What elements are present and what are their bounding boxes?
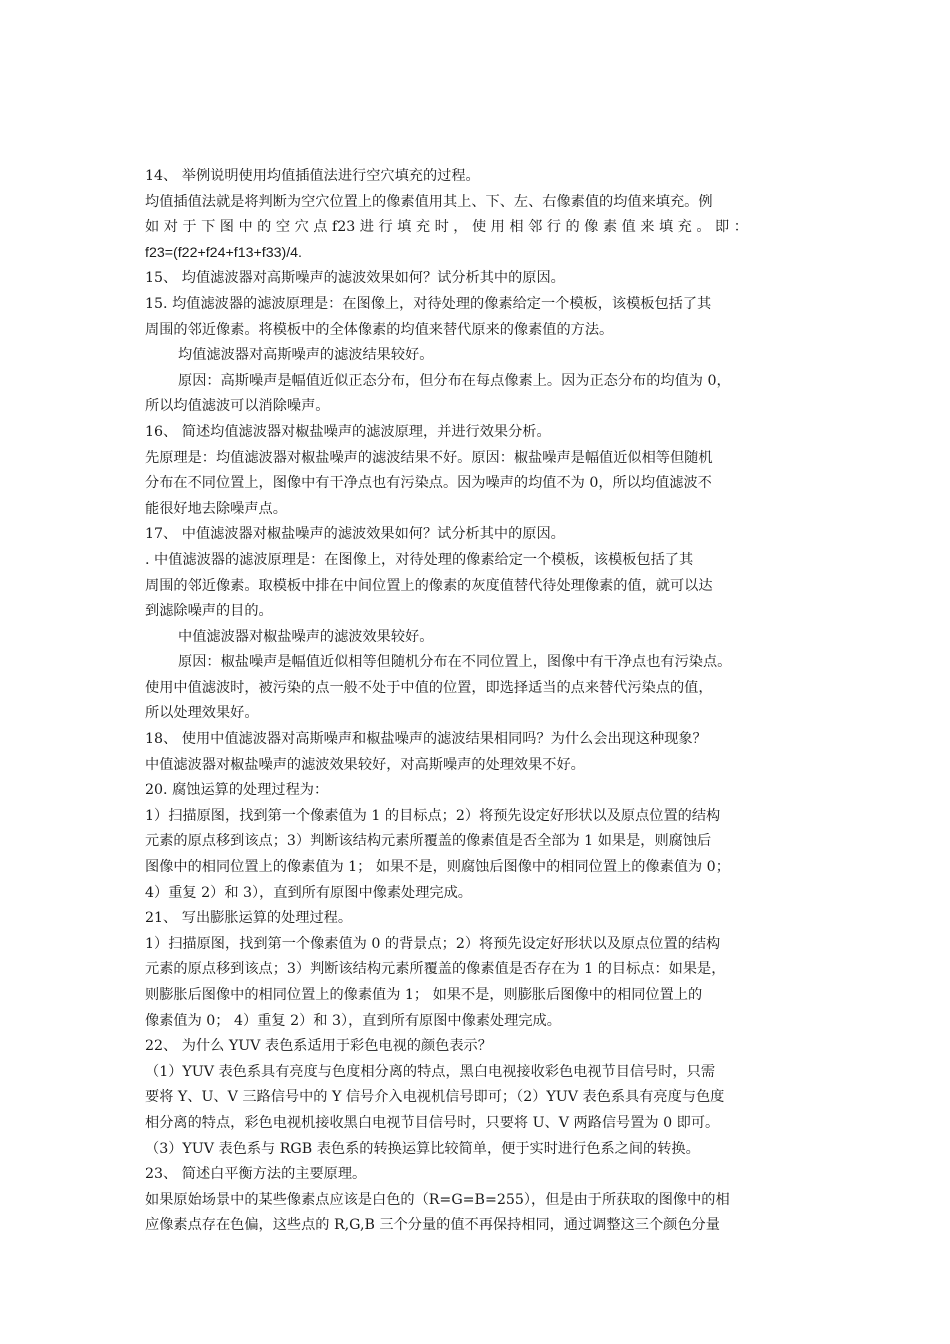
text-line: 15. 均值滤波器的滤波原理是：在图像上，对待处理的像素给定一个模板，该模板包括了其: [145, 295, 712, 312]
text-line: 21、 写出膨胀运算的处理过程。: [145, 910, 353, 927]
text-line: 1）扫描原图，找到第一个像素值为 1 的目标点；2）将预先设定好形状以及原点位置的结构: [145, 807, 721, 824]
text-line: 1）扫描原图，找到第一个像素值为 0 的背景点；2）将预先设定好形状以及原点位置的结构: [145, 935, 721, 952]
text-line: 能很好地去除噪声点。: [145, 500, 287, 517]
text-line: 14、 举例说明使用均值插值法进行空穴填充的过程。: [145, 168, 480, 184]
text-line: 均值插值法就是将判断为空穴位置上的像素值用其上、下、左、右像素值的均值来填充。例: [145, 193, 713, 210]
text-line: 20. 腐蚀运算的处理过程为：: [145, 782, 329, 799]
text-line: 分布在不同位置上，图像中有干净点也有污染点。因为噪声的均值不为 0，所以均值滤波不: [145, 475, 712, 492]
text-line: 均值滤波器对高斯噪声的滤波结果较好。: [178, 347, 434, 364]
text-line: 中值滤波器对椒盐噪声的滤波效果较好，对高斯噪声的处理效果不好。: [145, 756, 585, 773]
text-line: （3）YUV 表色系与 RGB 表色系的转换运算比较简单，便于实时进行色系之间的转换。: [145, 1140, 700, 1157]
text-line: 17、 中值滤波器对椒盐噪声的滤波效果如何？试分析其中的原因。: [145, 526, 565, 543]
text-line: 所以处理效果好。: [145, 705, 259, 722]
text-line: 应像素点存在色偏，这些点的 R,G,B 三个分量的值不再保持相同，通过调整这三个颜色分量: [145, 1217, 720, 1234]
text-line: 使用中值滤波时，被污染的点一般不处于中值的位置，即选择适当的点来替代污染点的值，: [145, 679, 713, 696]
text-line: 如 对 于 下 图 中 的 空 穴 点 f23 进 行 填 充 时 ， 使 用 相 邻 行 的 像 素 值 来 填 充 。 即 ：: [145, 219, 748, 236]
text-line: 如果原始场景中的某些像素点应该是白色的（R=G=B=255），但是由于所获取的图像中的相: [145, 1191, 730, 1208]
text-line: 先原理是：均值滤波器对椒盐噪声的滤波结果不好。原因：椒盐噪声是幅值近似相等但随机: [145, 449, 713, 466]
text-line: （1）YUV 表色系具有亮度与色度相分离的特点，黑白电视接收彩色电视节目信号时，只需: [145, 1063, 716, 1080]
text-line: . 中值滤波器的滤波原理是：在图像上，对待处理的像素给定一个模板，该模板包括了其: [145, 551, 694, 568]
text-line: 所以均值滤波可以消除噪声。: [145, 398, 330, 415]
text-line: f23=(f22+f24+f13+f33)/4.: [145, 244, 302, 261]
text-line: 元素的原点移到该点；3）判断该结构元素所覆盖的像素值是否全部为 1 如果是，则腐蚀后: [145, 833, 712, 850]
text-line: 到滤除噪声的目的。: [145, 603, 273, 620]
text-line: 15、 均值滤波器对高斯噪声的滤波效果如何？试分析其中的原因。: [145, 270, 565, 287]
text-line: 中值滤波器对椒盐噪声的滤波效果较好。: [178, 628, 434, 645]
text-line: 图像中的相同位置上的像素值为 1； 如果不是，则腐蚀后图像中的相同位置上的像素值为 0；: [145, 859, 730, 876]
text-line: 原因：高斯噪声是幅值近似正态分布，但分布在每点像素上。因为正态分布的均值为 0，: [178, 372, 731, 389]
text-line: 则膨胀后图像中的相同位置上的像素值为 1； 如果不是，则膨胀后图像中的相同位置上的: [145, 987, 703, 1003]
text-line: 16、 简述均值滤波器对椒盐噪声的滤波原理，并进行效果分析。: [145, 423, 551, 440]
document-body: [145, 164, 810, 1239]
text-line: 23、 简述白平衡方法的主要原理。: [145, 1166, 367, 1183]
text-line: 18、 使用中值滤波器对高斯噪声和椒盐噪声的滤波结果相同吗？为什么会出现这种现象？: [145, 731, 707, 748]
text-line: 元素的原点移到该点；3）判断该结构元素所覆盖的像素值是否存在为 1 的目标点：如果是，: [145, 961, 726, 978]
text-line: 相分离的特点，彩色电视机接收黑白电视节目信号时，只要将 U、V 两路信号置为 0 即可。: [145, 1114, 720, 1131]
text-line: 原因：椒盐噪声是幅值近似相等但随机分布在不同位置上，图像中有干净点也有污染点。: [178, 654, 732, 671]
text-line: 4）重复 2）和 3），直到所有原图中像素处理完成。: [145, 884, 472, 901]
text-line: 周围的邻近像素。将模板中的全体像素的均值来替代原来的像素值的方法。: [145, 321, 614, 338]
text-line: 要将 Y、U、V 三路信号中的 Y 信号介入电视机信号即可；（2）YUV 表色系具有亮度与色度: [145, 1089, 725, 1106]
text-line: 像素值为 0； 4）重复 2）和 3），直到所有原图中像素处理完成。: [145, 1012, 561, 1029]
text-line: 22、 为什么 YUV 表色系适用于彩色电视的颜色表示？: [145, 1038, 492, 1055]
text-line: 周围的邻近像素。取模板中排在中间位置上的像素的灰度值替代待处理像素的值，就可以达: [145, 577, 713, 594]
